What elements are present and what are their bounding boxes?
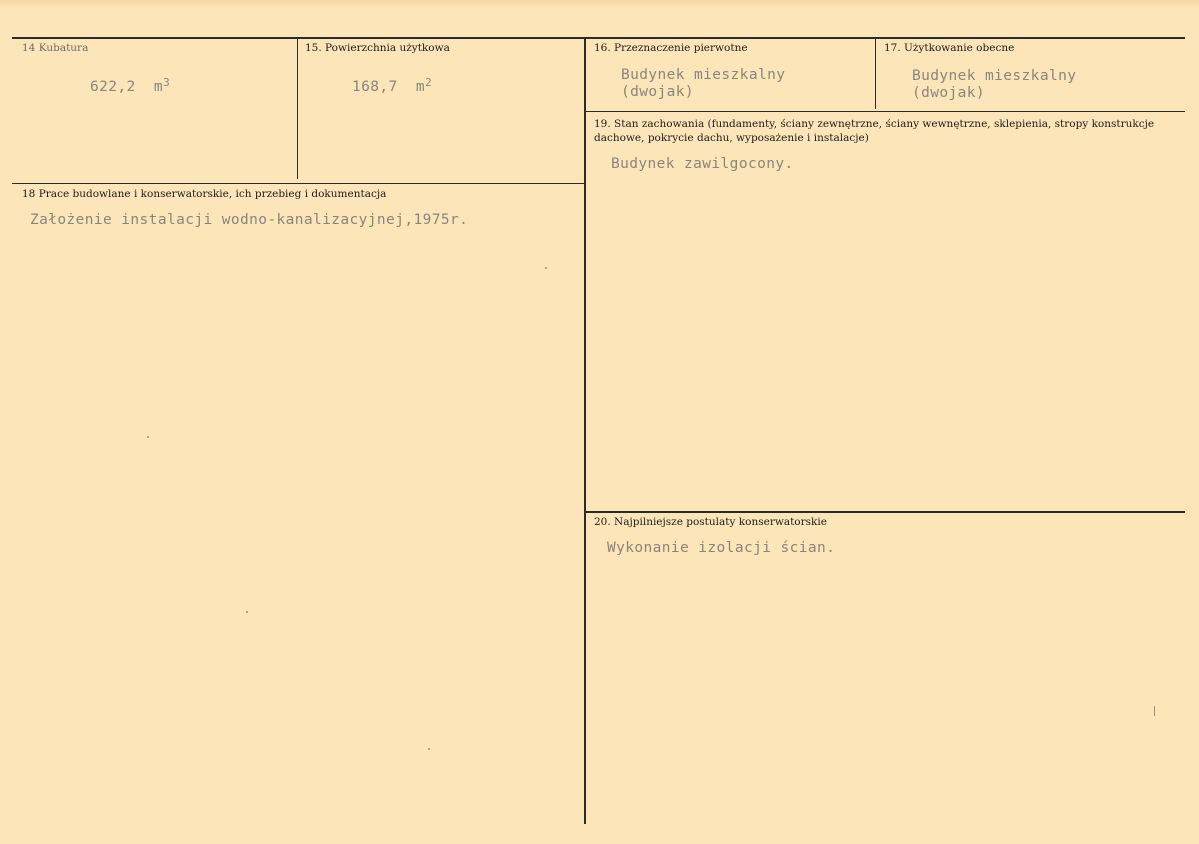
field-17-number: 17. <box>884 42 901 54</box>
powierzchnia-unit: m <box>415 79 426 95</box>
paper-speck <box>428 748 430 750</box>
field-14-label <box>22 41 88 55</box>
line-above-19 <box>586 111 1185 112</box>
divider-16-17 <box>875 39 876 109</box>
field-17-label <box>884 41 1014 55</box>
field-18-value: Założenie instalacji wodno-kanalizacyjnej,1975r. <box>30 212 469 228</box>
paper-speck <box>147 436 149 438</box>
field-16-value-line2: (dwojak) <box>621 84 695 100</box>
line-above-20 <box>586 511 1185 513</box>
field-15-label <box>305 41 450 55</box>
powierzchnia-value: 168,7 <box>352 79 398 95</box>
powierzchnia-exponent: 2 <box>425 76 433 89</box>
top-border-line <box>12 37 1185 39</box>
field-15-number: 15. <box>305 42 322 54</box>
field-18-number: 18 <box>22 188 36 200</box>
paper-speck <box>246 611 248 613</box>
field-19-label <box>594 117 1169 145</box>
field-19-title: Stan zachowania (fundamenty, ściany zewnętrzne, ściany wewnętrzne, sklepienia, stropy konstrukcje dachowe, pokrycie dachu, wyposażenie i instalacje) <box>594 118 1155 144</box>
field-16-value-line1: Budynek mieszkalny <box>621 67 786 83</box>
field-17-value-line1: Budynek mieszkalny <box>912 68 1077 84</box>
field-16-number: 16. <box>594 42 611 54</box>
field-18-label <box>22 187 386 201</box>
field-17-value-line2: (dwojak) <box>912 85 986 101</box>
kubatura-value: 622,2 <box>90 79 136 95</box>
field-16-title: Przeznaczenie pierwotne <box>614 42 748 54</box>
field-20-number: 20. <box>594 516 611 528</box>
paper-speck <box>545 267 547 269</box>
field-18-title: Prace budowlane i konserwatorskie, ich przebieg i dokumentacja <box>38 188 387 200</box>
field-20-label <box>594 515 827 529</box>
field-15-value <box>352 76 433 95</box>
kubatura-unit: m <box>153 79 164 95</box>
line-above-18 <box>12 183 584 184</box>
kubatura-exponent: 3 <box>163 76 171 89</box>
field-14-number: 14 <box>22 42 36 54</box>
field-15-title: Powierzchnia użytkowa <box>325 42 450 54</box>
card-top-edge <box>0 0 1199 8</box>
main-vertical-divider <box>584 39 586 824</box>
field-20-title: Najpilniejsze postulaty konserwatorskie <box>614 516 827 528</box>
field-19-number: 19. <box>594 118 611 130</box>
field-19-value: Budynek zawilgocony. <box>611 156 794 172</box>
field-16-label <box>594 41 748 55</box>
field-14-value <box>90 76 171 95</box>
divider-14-15 <box>297 39 298 179</box>
field-17-title: Użytkowanie obecne <box>904 42 1015 54</box>
paper-speck <box>1154 706 1155 716</box>
field-20-value: Wykonanie izolacji ścian. <box>607 540 836 556</box>
field-14-title: Kubatura <box>38 42 89 54</box>
